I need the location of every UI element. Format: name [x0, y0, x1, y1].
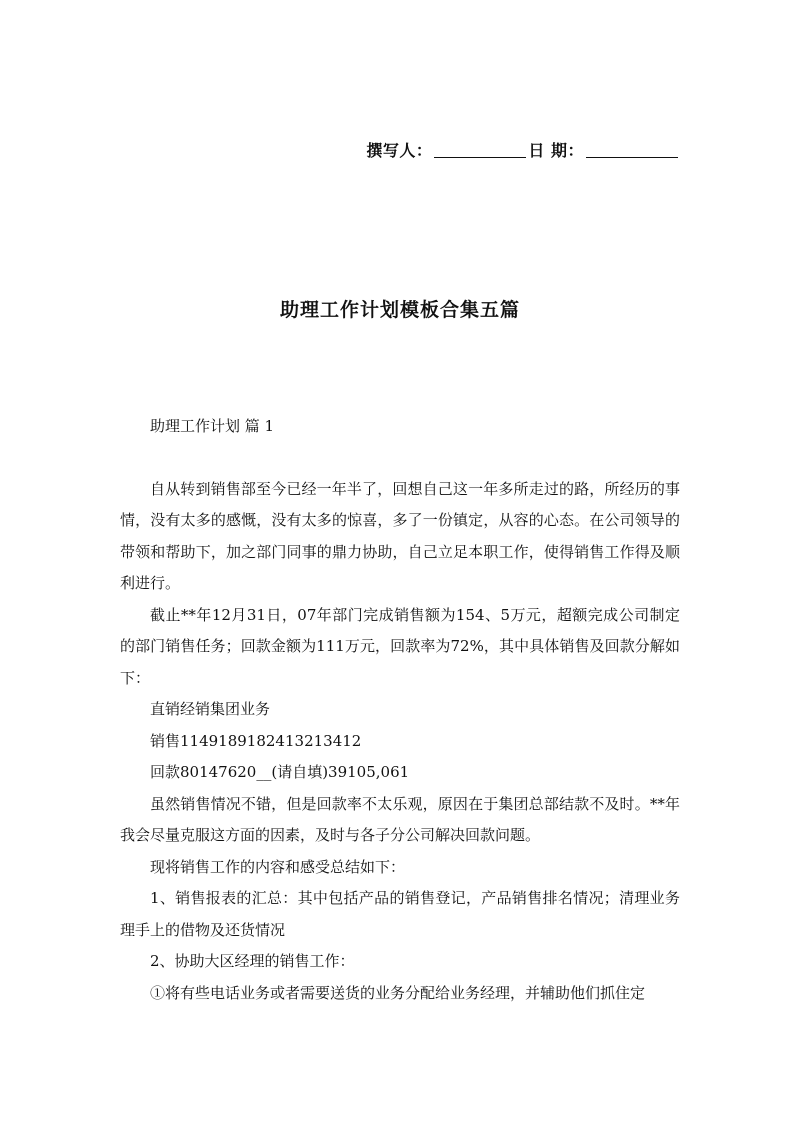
paragraph: 销售1149189182413213412 [150, 731, 362, 750]
paragraph: 现将销售工作的内容和感受总结如下： [150, 857, 406, 876]
paragraph: 2、协助大区经理的销售工作： [150, 952, 355, 970]
paragraph: 截止**年12月31日，07年部门完成销售额为154、5万元，超额完成公司制定的部门销售任务；回款金额为111万元，回款率为72%，其中具体销售及回款分解如下： [120, 605, 680, 687]
author-date-line [366, 138, 680, 161]
section-heading: 助理工作计划 篇 1 [150, 417, 275, 435]
author-blank-field [434, 143, 526, 158]
document-body [120, 411, 680, 1009]
paragraph: 虽然销售情况不错，但是回款率不太乐观，原因在于集团总部结款不及时。**年我会尽量克服这方面的因素，及时与各子分公司解决回款问题。 [120, 794, 680, 844]
paragraph: 1、销售报表的汇总：其中包括产品的销售登记，产品销售排名情况；清理业务理手上的借物及还货情况 [120, 889, 680, 939]
document-title: 助理工作计划模板合集五篇 [279, 299, 520, 321]
paragraph: ①将有些电话业务或者需要送货的业务分配给业务经理，并辅助他们抓住定 [150, 983, 646, 1002]
date-blank-field [586, 143, 678, 158]
paragraph: 直销经销集团业务 [150, 700, 271, 718]
paragraph: 回款80147620__(请自填)39105,061 [150, 763, 410, 781]
author-label: 撰写人： [366, 141, 433, 160]
date-label: 日 期： [528, 141, 584, 160]
paragraph: 自从转到销售部至今已经一年半了，回想自己这一年多所走过的路，所经历的事情，没有太多的感慨，没有太多的惊喜，多了一份镇定，从容的心态。在公司领导的带领和帮助下，加之部门同事的鼎力协助，自己立足本职工作，使得销售工作得及顺利进行。 [120, 479, 680, 592]
